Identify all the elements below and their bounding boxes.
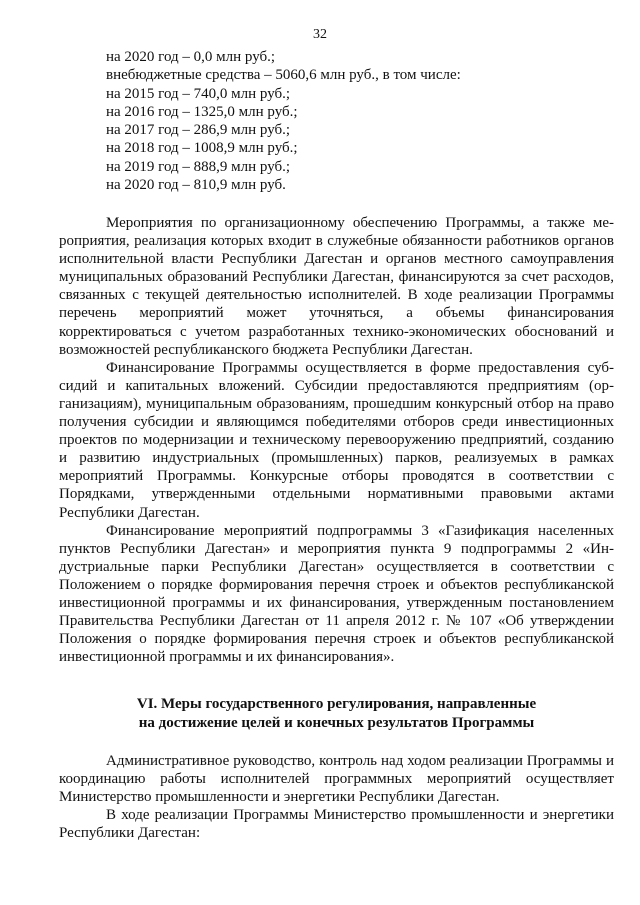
paragraph-ministry-duties-intro: В ходе реализации Программы Министерство промышленности и энергетики Республики Дагестан: [59, 807, 614, 842]
section-heading-line-2: на достижение целей и конечных результатов Программы [138, 714, 535, 731]
paragraph-gasification-financing: Финансирование мероприятий подпрограммы 3 «Газификация населенных пунктов Республики Дагестан» и мероприятия пункта 9 подпрограммы 2 «Индустриальные парки Республики Дагестан» осуществляется в соответствии с Положением о порядке формирования перечня строек и объектов республиканской инвестиционной программы и их финансирования, утвержденным постановлением Правительства Республики Дагестан от 11 апреля 2012 г. № 107 «Об утверждении Положения о порядке формирования перечня строек и объектов республиканской инвестиционной программы и их финансирования». [59, 522, 614, 666]
funding-list [106, 48, 606, 194]
funding-list-item: на 2019 год – 888,9 млн руб.; [106, 158, 291, 175]
paragraph-administrative-management: Административное руководство, контроль над ходом реализации Программы и координацию работы исполнителей программных мероприятий осуществляет Министерство промышленности и энергетики Республики Дагестан. [59, 753, 614, 806]
funding-list-item: на 2016 год – 1325,0 млн руб.; [106, 103, 298, 120]
funding-list-item: на 2018 год – 1008,9 млн руб.; [106, 140, 298, 157]
paragraph-organizational-support: Мероприятия по организационному обеспечению Программы, а также мероприятия, реализация которых входит в служебные обязанности работников органов исполнительной власти Республики Дагестан и органов местного самоуправления муниципальных образований Республики Дагестан, финансируются за счет расходов, связанных с текущей деятельностью исполнителей. В ходе реализации Программы перечень мероприятий может уточняться, а объемы финансирования корректироваться с учетом разработанных технико-экономических обоснований и возможностей республиканского бюджета Республики Дагестан. [59, 215, 614, 358]
section-heading-line-1: VI. Меры государственного регулирования, направленные [136, 696, 537, 712]
funding-list-item: внебюджетные средства – 5060,6 млн руб., в том числе: [106, 67, 461, 84]
body-text-upper [59, 214, 614, 666]
paragraph-financing-forms: Финансирование Программы осуществляется в форме предоставления субсидий и капитальных вложений. Субсидии предоставляются предприятиям (организациям), муниципальным образованиям, прошедшим конкурсный отбор на право получения субсидии и являющимся победителями отборов среди инвестиционных проектов по модернизации и техническому перевооружению предприятий, созданию и развитию индустриальных (промышленных) парков, реализуемых в рамках мероприятий Программы. Конкурсные отборы проводятся в соответствии с Порядками, утвержденными отдельными нормативными правовыми актами Республики Дагестан. [59, 359, 614, 521]
funding-list-item: на 2020 год – 0,0 млн руб.; [106, 49, 276, 65]
page-number: 32 [313, 27, 327, 42]
funding-list-item: на 2020 год – 810,9 млн руб. [106, 177, 286, 194]
section-heading [59, 695, 614, 732]
funding-list-item: на 2017 год – 286,9 млн руб.; [106, 122, 291, 139]
funding-list-item: на 2015 год – 740,0 млн руб.; [106, 85, 291, 102]
body-text-lower [59, 752, 614, 842]
